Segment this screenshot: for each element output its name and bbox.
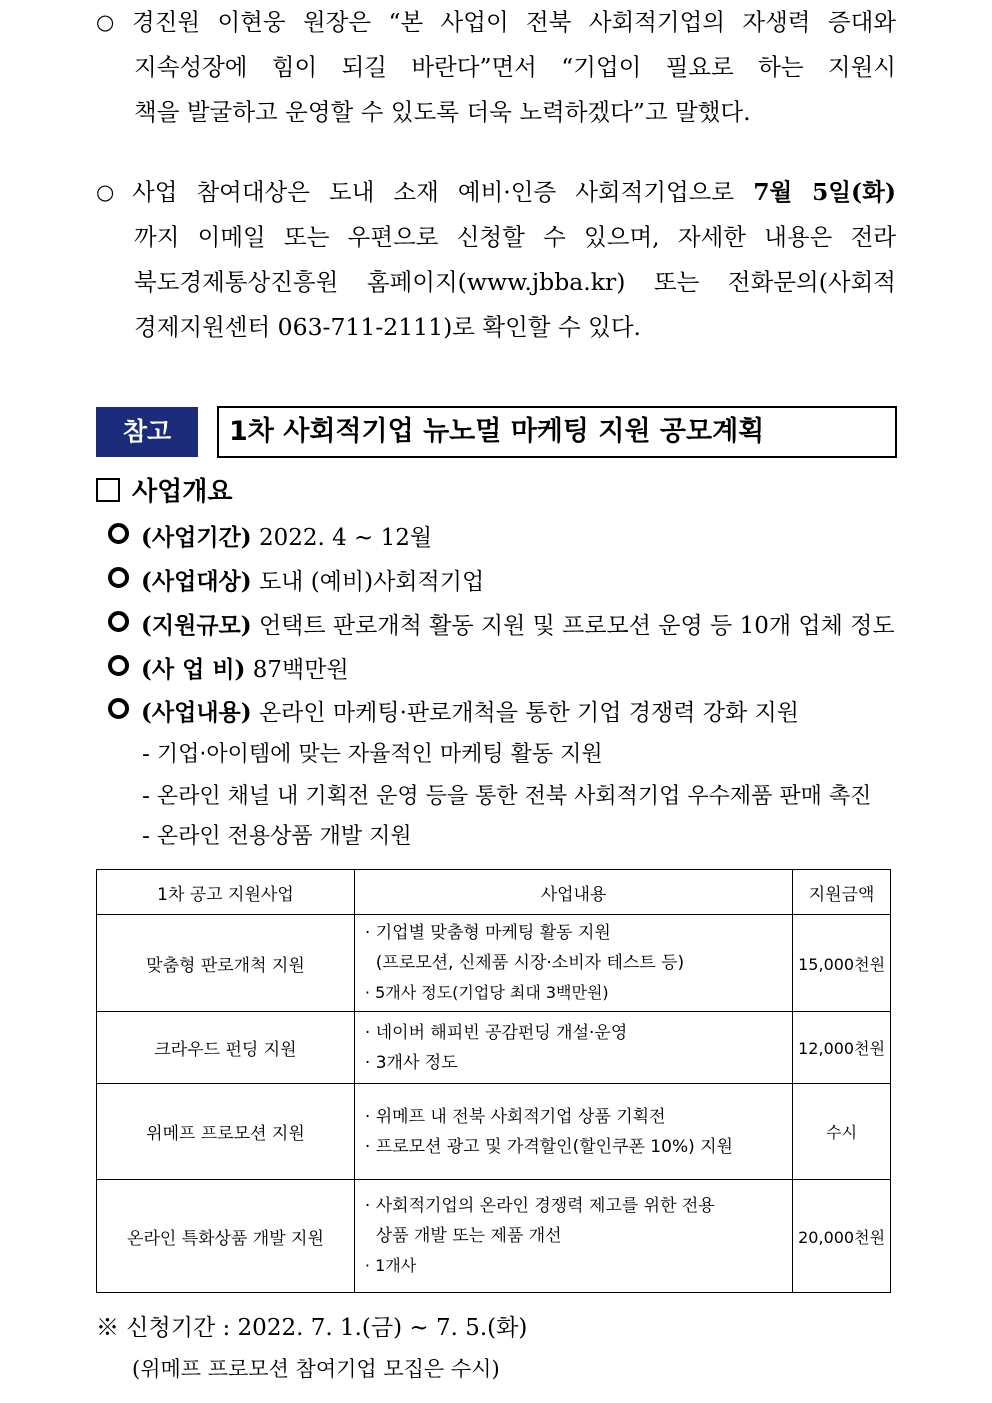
- reference-title: 1차 사회적기업 뉴노멀 마케팅 지원 공모계획: [217, 406, 897, 458]
- square-box-icon: [96, 478, 120, 502]
- paragraph-line: 책을 발굴하고 운영할 수 있도록 더욱 노력하겠다”고 말했다.: [134, 98, 751, 126]
- program-amount: 수시: [793, 1084, 891, 1180]
- table-header-row: [97, 870, 891, 915]
- table-row: [97, 915, 891, 1012]
- section-heading: 사업개요: [96, 472, 232, 512]
- program-amount: 12,000천원: [793, 1012, 891, 1084]
- content-subitem: - 온라인 채널 내 기획전 운영 등을 통한 전북 사회적기업 우수제품 판매 촉진: [142, 784, 872, 809]
- table-header: 지원금액: [793, 870, 891, 915]
- table-header: 사업내용: [354, 870, 792, 915]
- overview-item-budget: (사 업 비) 87백만원: [108, 650, 349, 690]
- ring-bullet-icon: [108, 567, 129, 588]
- program-name: 크라우드 펀딩 지원: [97, 1012, 355, 1084]
- program-content: · 위메프 내 전북 사회적기업 상품 기획전 · 프로모션 광고 및 가격할인(할인쿠폰 10%) 지원: [354, 1084, 792, 1180]
- paragraph-line: 사업 참여대상은 도내 소재 예비·인증 사회적기업으로 7월 5일(화): [132, 178, 896, 206]
- ring-bullet-icon: [108, 523, 129, 544]
- program-name: 맞춤형 판로개척 지원: [97, 915, 355, 1012]
- overview-item-period: (사업기간) 2022. 4 ~ 12월: [108, 518, 432, 558]
- ring-bullet-icon: [108, 698, 129, 719]
- paragraph-director-quote: [96, 0, 896, 135]
- program-name: 위메프 프로모션 지원: [97, 1084, 355, 1180]
- deadline-date: 7월 5일(화): [753, 178, 896, 206]
- program-amount: 15,000천원: [793, 915, 891, 1012]
- overview-item-scale: (지원규모) 언택트 판로개척 활동 지원 및 프로모션 운영 등 10개 업체 정도: [108, 606, 895, 646]
- program-content: · 사회적기업의 온라인 경쟁력 제고를 위한 전용 상품 개발 또는 제품 개선 · 1개사: [354, 1180, 792, 1293]
- ring-bullet-icon: [108, 611, 129, 632]
- content-subitem: - 온라인 전용상품 개발 지원: [142, 824, 412, 849]
- paragraph-line: 지속성장에 힘이 되길 바란다”면서 “기업이 필요로 하는 지원시: [134, 53, 896, 81]
- program-content: · 네이버 해피빈 공감펀딩 개설·운영 · 3개사 정도: [354, 1012, 792, 1084]
- paragraph-line: 북도경제통상진흥원 홈페이지(www.jbba.kr) 또는 전화문의(사회적: [134, 268, 896, 296]
- table-row: [97, 1012, 891, 1084]
- program-amount: 20,000천원: [793, 1180, 891, 1293]
- circle-bullet-icon: ○: [96, 10, 115, 34]
- ring-bullet-icon: [108, 655, 129, 676]
- overview-item-target: (사업대상) 도내 (예비)사회적기업: [108, 562, 484, 602]
- table-row: [97, 1084, 891, 1180]
- application-period-note: ※ 신청기간 : 2022. 7. 1.(금) ~ 7. 5.(화): [96, 1315, 528, 1341]
- reference-badge: 참고: [96, 407, 198, 457]
- table-header: 1차 공고 지원사업: [97, 870, 355, 915]
- paragraph-line: 까지 이메일 또는 우편으로 신청할 수 있으며, 자세한 내용은 전라: [134, 223, 896, 251]
- program-name: 온라인 특화상품 개발 지원: [97, 1180, 355, 1293]
- program-content: · 기업별 맞춤형 마케팅 활동 지원 (프로모션, 신제품 시장·소비자 테스트 등) · 5개사 정도(기업당 최대 3백만원): [354, 915, 792, 1012]
- content-subitem: - 기업·아이템에 맞는 자율적인 마케팅 활동 지원: [142, 742, 603, 767]
- paragraph-line: 경제지원센터 063-711-2111)로 확인할 수 있다.: [134, 313, 642, 341]
- support-program-table: [96, 869, 891, 1293]
- overview-item-content: (사업내용) 온라인 마케팅·판로개척을 통한 기업 경쟁력 강화 지원: [108, 693, 799, 733]
- circle-bullet-icon: ○: [96, 180, 115, 204]
- paragraph-line: 경진원 이현웅 원장은 “본 사업이 전북 사회적기업의 자생력 증대와: [132, 8, 896, 36]
- table-row: [97, 1180, 891, 1293]
- wemakeprice-note: (위메프 프로모션 참여기업 모집은 수시): [132, 1357, 500, 1381]
- paragraph-eligibility: [96, 170, 896, 350]
